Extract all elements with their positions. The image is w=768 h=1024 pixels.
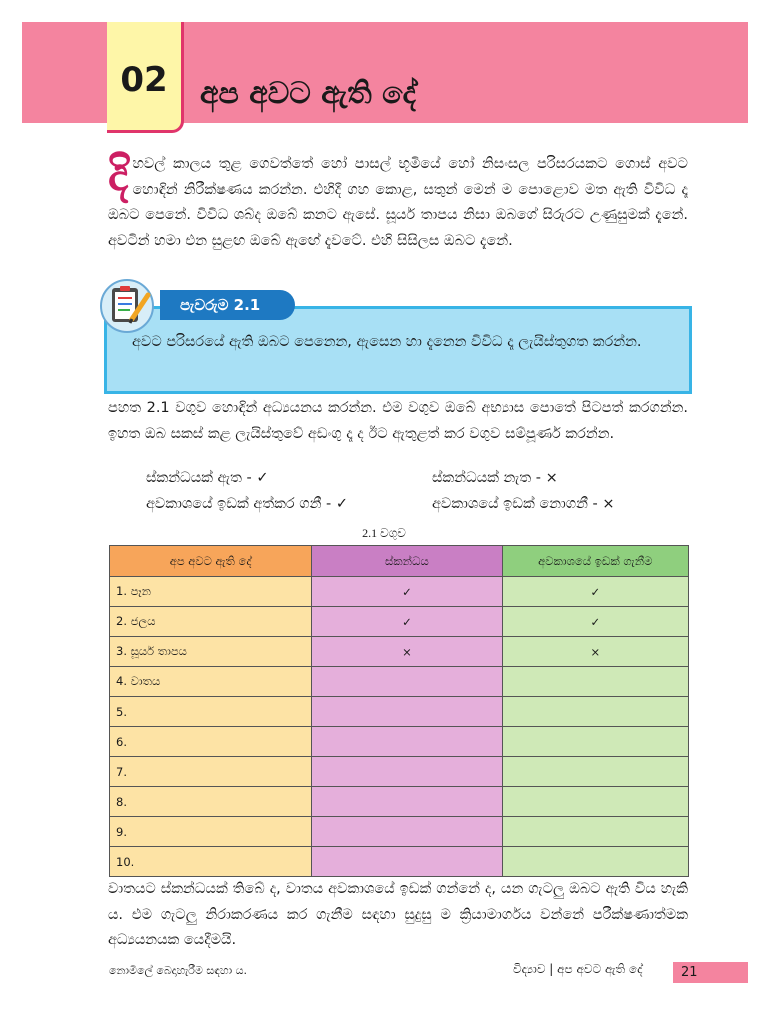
header-mass: ස්කන්ධය: [312, 546, 502, 577]
legend-mass-yes: ස්කන්ධයක් ඇත - ✓: [146, 470, 269, 486]
chapter-number: 02: [120, 60, 168, 100]
table-row: [110, 817, 689, 847]
row-space: [502, 727, 688, 757]
footer-free-distribution: නොමිලේ බෙදාහැරීම සඳහා ය.: [109, 964, 248, 977]
row-space: [502, 697, 688, 727]
row-mass: [312, 787, 502, 817]
row-item: 1. පෑන: [110, 577, 312, 607]
row-item: 4. වාතය: [110, 667, 312, 697]
legend-space-no: අවකාශයේ ඉඩක් නොගනී - ×: [432, 496, 615, 512]
properties-table: [109, 545, 689, 877]
intro-paragraph: [108, 147, 688, 254]
row-item: 7.: [110, 757, 312, 787]
table-row: [110, 667, 689, 697]
row-item: 3. සූර්ය තාපය: [110, 637, 312, 667]
legend-mass-no: ස්කන්ධයක් නැත - ×: [432, 470, 558, 486]
row-item: 10.: [110, 847, 312, 877]
table-row: [110, 637, 689, 667]
table-row: [110, 697, 689, 727]
activity-text: අවට පරිසරයේ ඇති ඔබට පෙනෙන, ඇසෙන හා දැනෙන විවිධ දෑ ලැයිස්තුගත කරන්න.: [132, 334, 642, 350]
activity-label: පැවරුම 2.1: [160, 290, 295, 320]
row-mass: ×: [312, 637, 502, 667]
row-mass: ✓: [312, 607, 502, 637]
row-mass: [312, 667, 502, 697]
row-mass: [312, 727, 502, 757]
row-mass: [312, 697, 502, 727]
row-space: ✓: [502, 607, 688, 637]
table-row: [110, 607, 689, 637]
row-space: [502, 817, 688, 847]
table-caption: 2.1 වගුව: [362, 526, 406, 540]
table-header-row: [110, 546, 689, 577]
table-row: [110, 727, 689, 757]
row-item: 2. ජලය: [110, 607, 312, 637]
footer-running-title: විද්‍යාව | අප අවට ඇති දේ: [513, 962, 643, 976]
row-mass: ✓: [312, 577, 502, 607]
chapter-title: අප අවට ඇති දේ: [200, 76, 416, 111]
header-space: අවකාශයේ ඉඩක් ගැනීම: [502, 546, 688, 577]
row-item: 8.: [110, 787, 312, 817]
table-row: [110, 847, 689, 877]
row-item: 5.: [110, 697, 312, 727]
row-mass: [312, 847, 502, 877]
table-row: [110, 757, 689, 787]
legend-space-yes: අවකාශයේ ඉඩක් අත්කර ගනී - ✓: [146, 496, 348, 512]
row-space: [502, 787, 688, 817]
chapter-number-tab: [107, 22, 184, 133]
row-item: 9.: [110, 817, 312, 847]
row-space: [502, 667, 688, 697]
row-mass: [312, 757, 502, 787]
instructions-paragraph: පහත 2.1 වගුව හොඳින් අධ්‍යයනය කරන්න. එම වගුව ඔබේ අභ්‍යාස පොතේ පිටපත් කරගන්න. ඉහත ඔබ සකස් කළ ලැයිස්තුවේ අඩංගු දෑ ද ඊට ඇතුළත් කර වගුව සම්පූර්ණ කරන්න.: [108, 400, 688, 442]
row-space: ×: [502, 637, 688, 667]
row-mass: [312, 817, 502, 847]
closing-paragraph: වාතයට ස්කන්ධයක් තිබේ ද, වාතය අවකාශයේ ඉඩක් ගන්නේ ද, යන ගැටලු ඔබට ඇති විය හැකි ය. එම ගැටලු නිරාකරණය කර ගැනීම සඳහා සුදුසු ම ක්‍රියාමාර්ගය වන්නේ පරීක්ෂණාත්මක අධ්‍යයනයක යෙදීමයි.: [108, 881, 688, 948]
row-space: ✓: [502, 577, 688, 607]
header-item: අප අවට ඇති දේ: [110, 546, 312, 577]
clipboard-pencil-icon: [100, 279, 156, 333]
intro-dropcap: දි: [108, 147, 129, 201]
row-space: [502, 847, 688, 877]
row-item: 6.: [110, 727, 312, 757]
table-row: [110, 787, 689, 817]
intro-text: හවල් කාලය තුළ ගෙවත්තේ හෝ පාසල් භූමියේ හෝ නිසංසල පරිසරයකට ගොස් අවට හොඳින් නිරීක්ෂණය කරන්න. එහිදී ගහ කොළ, සතුන් මෙන් ම පොළොව මත ඇති විවිධ දෑ ඔබට පෙනේ. විවිධ ශබ්ද ඔබේ කනට ඇසේ. සූර්ය තාපය නිසා ඔබගේ සිරුරට උණුසුමක් දැනේ. අවටින් හමා එන සුළඟ ඔබේ ඇඟේ දැවටේ. එහි සිසිලස ඔබට දැනේ.: [108, 156, 688, 249]
page-number: 21: [673, 962, 748, 983]
table-row: [110, 577, 689, 607]
row-space: [502, 757, 688, 787]
